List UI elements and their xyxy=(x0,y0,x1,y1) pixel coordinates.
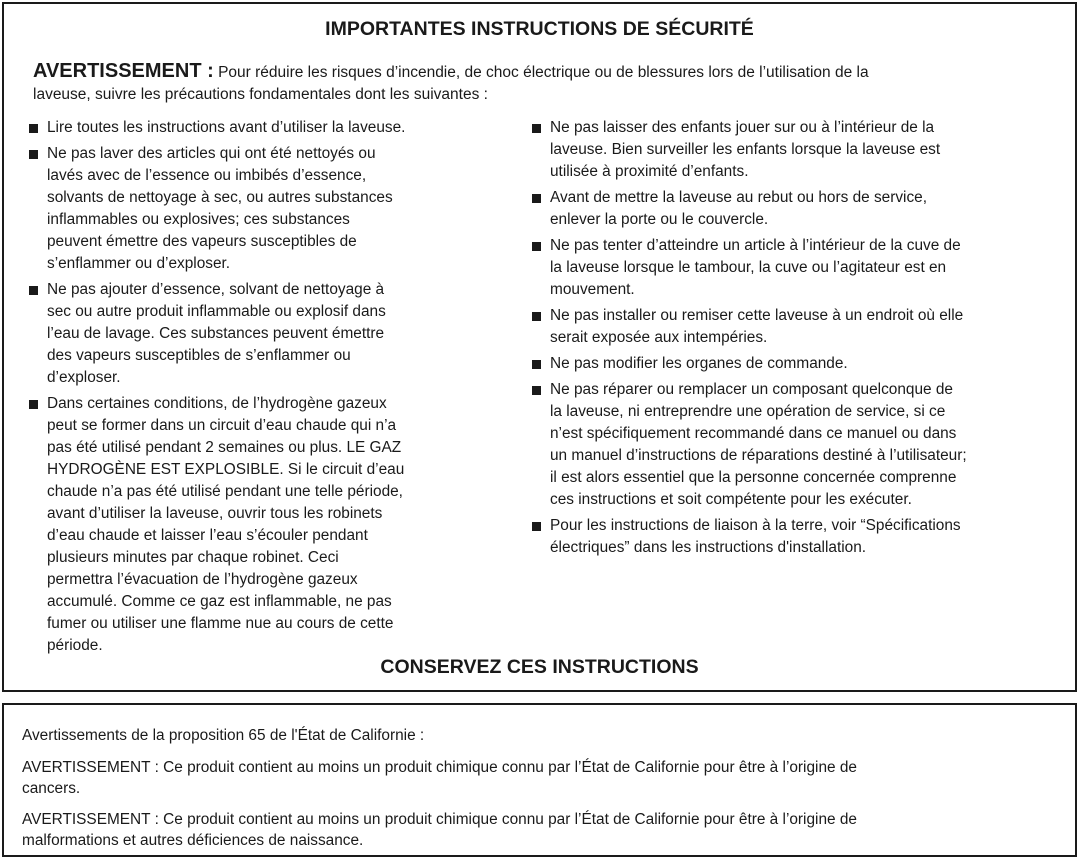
instruction-line: électriques” dans les instructions d'installation. xyxy=(550,539,867,556)
right-instruction-list xyxy=(529,117,1049,563)
instruction-item xyxy=(529,117,1049,183)
save-instructions-footer: CONSERVEZ CES INSTRUCTIONS xyxy=(380,656,699,678)
instruction-line: Ne pas installer ou remiser cette laveuse à un endroit où elle xyxy=(550,307,964,324)
instruction-item xyxy=(529,353,1049,375)
instruction-line: d’eau chaude et laisser l’eau s’écouler pendant xyxy=(47,527,368,544)
instruction-line: accumulé. Comme ce gaz est inflammable, ne pas xyxy=(47,593,392,610)
instruction-item xyxy=(26,279,476,389)
prop65-warning-birth-defects xyxy=(22,809,1052,851)
instruction-item xyxy=(529,379,1049,511)
instruction-line: la laveuse lorsque le tambour, la cuve ou l’agitateur est en xyxy=(550,259,947,276)
safety-instructions-box xyxy=(2,2,1077,692)
prop65-warning-cancer xyxy=(22,757,1052,799)
instruction-line: chaude n’a pas été utilisé pendant une telle période, xyxy=(47,483,403,500)
instruction-line: ces instructions et soit compétente pour les exécuter. xyxy=(550,491,912,508)
prop65-heading: Avertissements de la proposition 65 de l'État de Californie : xyxy=(22,727,425,744)
instruction-line: lavés avec de l’essence ou imbibés d’essence, xyxy=(47,167,367,184)
instruction-item xyxy=(529,187,1049,231)
general-warning xyxy=(33,60,1023,106)
instruction-item xyxy=(26,143,476,275)
instruction-line: Ne pas réparer ou remplacer un composant quelconque de xyxy=(550,381,953,398)
prop65-warning-birth-line1: AVERTISSEMENT : Ce produit contient au moins un produit chimique connu par l’État de Californie pour être à l’origine de xyxy=(22,811,857,828)
instruction-line: permettra l’évacuation de l’hydrogène gazeux xyxy=(47,571,358,588)
instruction-line: n’est spécifiquement recommandé dans ce manuel ou dans xyxy=(550,425,957,442)
instruction-line: d’exploser. xyxy=(47,369,121,386)
instruction-line: inflammables ou explosives; ces substances xyxy=(47,211,350,228)
instruction-line: un manuel d’instructions de réparations destiné à l’utilisateur; xyxy=(550,447,967,464)
instruction-line: solvants de nettoyage à sec, ou autres substances xyxy=(47,189,393,206)
instruction-line: Dans certaines conditions, de l’hydrogène gazeux xyxy=(47,395,387,412)
instruction-line: fumer ou utiliser une flamme nue au cours de cette xyxy=(47,615,394,632)
warning-text-continued: laveuse, suivre les précautions fondamentales dont les suivantes : xyxy=(33,86,488,103)
instruction-item xyxy=(529,305,1049,349)
instruction-line: mouvement. xyxy=(550,281,635,298)
prop65-warning-cancer-line2: cancers. xyxy=(22,780,81,797)
instruction-line: pas été utilisé pendant 2 semaines ou plus. LE GAZ xyxy=(47,439,402,456)
prop65-warning-birth-line2: malformations et autres déficiences de naissance. xyxy=(22,832,364,849)
instruction-line: l’eau de lavage. Ces substances peuvent émettre xyxy=(47,325,385,342)
instruction-line: la laveuse, ni entreprendre une opération de service, si ce xyxy=(550,403,946,420)
instruction-line: avant d’utiliser la laveuse, ouvrir tous les robinets xyxy=(47,505,383,522)
warning-text: Pour réduire les risques d’incendie, de choc électrique ou de blessures lors de l’utilisation de la xyxy=(218,64,869,81)
instruction-line: Ne pas laver des articles qui ont été nettoyés ou xyxy=(47,145,376,162)
instruction-line: il est alors essentiel que la personne concernée comprenne xyxy=(550,469,957,486)
instruction-item xyxy=(529,515,1049,559)
instruction-line: sec ou autre produit inflammable ou explosif dans xyxy=(47,303,386,320)
safety-title: IMPORTANTES INSTRUCTIONS DE SÉCURITÉ xyxy=(325,18,754,40)
instruction-line: période. xyxy=(47,637,103,654)
instruction-item xyxy=(529,235,1049,301)
warning-label: AVERTISSEMENT : xyxy=(33,60,214,82)
instruction-line: utilisée à proximité d’enfants. xyxy=(550,163,749,180)
instruction-line: enlever la porte ou le couvercle. xyxy=(550,211,769,228)
instruction-line: laveuse. Bien surveiller les enfants lorsque la laveuse est xyxy=(550,141,941,158)
instruction-line: Ne pas tenter d’atteindre un article à l’intérieur de la cuve de xyxy=(550,237,961,254)
instruction-line: Pour les instructions de liaison à la terre, voir “Spécifications xyxy=(550,517,961,534)
instruction-line: serait exposée aux intempéries. xyxy=(550,329,768,346)
instruction-line: peuvent émettre des vapeurs susceptibles de xyxy=(47,233,357,250)
instruction-line: Avant de mettre la laveuse au rebut ou hors de service, xyxy=(550,189,928,206)
instruction-item xyxy=(26,393,476,657)
instruction-item xyxy=(26,117,476,139)
instruction-line: Ne pas laisser des enfants jouer sur ou à l’intérieur de la xyxy=(550,119,935,136)
instruction-line: peut se former dans un circuit d’eau chaude qui n’a xyxy=(47,417,397,434)
instruction-line: HYDROGÈNE EST EXPLOSIBLE. Si le circuit d’eau xyxy=(47,461,405,478)
instruction-line: plusieurs minutes par chaque robinet. Ceci xyxy=(47,549,339,566)
prop65-warning-cancer-line1: AVERTISSEMENT : Ce produit contient au moins un produit chimique connu par l’État de Californie pour être à l’origine de xyxy=(22,759,857,776)
instruction-line: Lire toutes les instructions avant d’utiliser la laveuse. xyxy=(47,119,406,136)
instruction-line: s’enflammer ou d’exploser. xyxy=(47,255,231,272)
left-instruction-list xyxy=(26,117,476,661)
instruction-line: Ne pas ajouter d’essence, solvant de nettoyage à xyxy=(47,281,385,298)
instruction-line: Ne pas modifier les organes de commande. xyxy=(550,355,848,372)
prop65-box xyxy=(2,703,1077,857)
instruction-line: des vapeurs susceptibles de s’enflammer ou xyxy=(47,347,351,364)
